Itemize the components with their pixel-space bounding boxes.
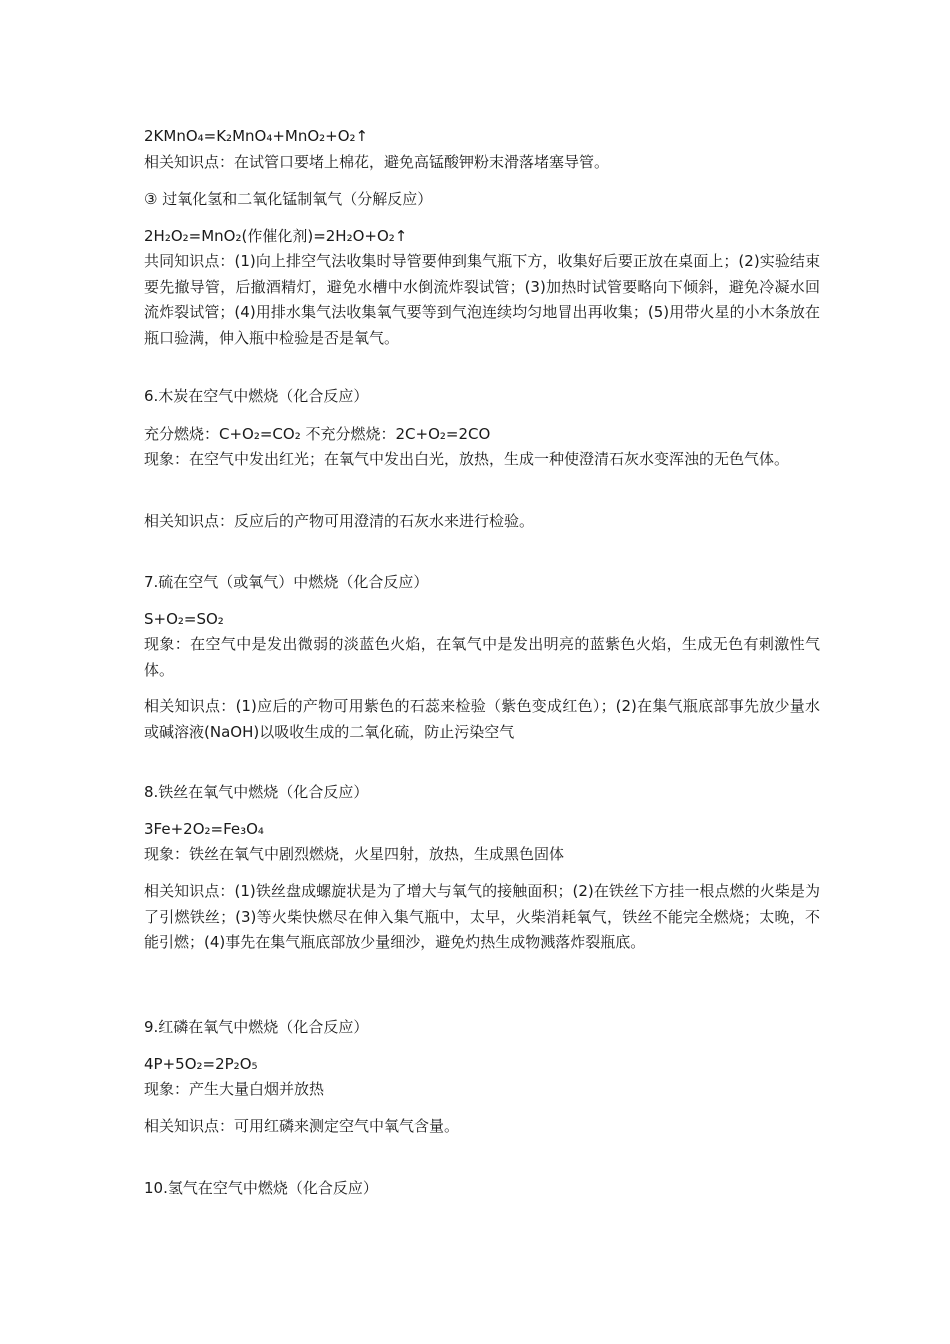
h2o2-heading: ③ 过氧化氢和二氧化锰制氧气（分解反应）	[144, 190, 433, 208]
section-7-equation: S+O₂=SO₂	[144, 610, 224, 628]
section-10-heading: 10.氢气在空气中燃烧（化合反应）	[144, 1179, 378, 1197]
section-8-phenomenon: 现象：铁丝在氧气中剧烈燃烧，火星四射，放热，生成黑色固体	[144, 845, 565, 863]
section-7-heading: 7.硫在空气（或氧气）中燃烧（化合反应）	[144, 573, 429, 591]
section-6-heading: 6.木炭在空气中燃烧（化合反应）	[144, 387, 369, 405]
section-8-knowledge: 相关知识点：(1)铁丝盘成螺旋状是为了增大与氧气的接触面积；(2)在铁丝下方挂一根点燃的火柴是为了引燃铁丝；(3)等火柴快燃尽在伸入集气瓶中，太早，火柴消耗氧气，铁丝不能完全燃烧；太晚，不能引燃；(4)事先在集气瓶底部放少量细沙，避免灼热生成物溅落炸裂瓶底。	[144, 882, 820, 951]
section-9-knowledge: 相关知识点：可用红磷来测定空气中氧气含量。	[144, 1117, 460, 1135]
section-7-knowledge: 相关知识点：(1)应后的产物可用紫色的石蕊来检验（紫色变成红色）；(2)在集气瓶底部事先放少量水或碱溶液(NaOH)以吸收生成的二氧化硫，防止污染空气	[144, 697, 820, 741]
kmno4-knowledge: 相关知识点：在试管口要堵上棉花，避免高锰酸钾粉末滑落堵塞导管。	[144, 153, 610, 171]
section-7-phenomenon: 现象：在空气中是发出微弱的淡蓝色火焰，在氧气中是发出明亮的蓝紫色火焰，生成无色有刺激性气体。	[144, 635, 820, 679]
section-6-equation: 充分燃烧：C+O₂=CO₂ 不充分燃烧：2C+O₂=2CO	[144, 425, 491, 443]
common-knowledge: 共同知识点：(1)向上排空气法收集时导管要伸到集气瓶下方，收集好后要正放在桌面上；(2)实验结束要先撤导管，后撤酒精灯，避免水槽中水倒流炸裂试管；(3)加热时试管要略向下倾斜，避免冷凝水回流炸裂试管；(4)用排水集气法收集氧气要等到气泡连续均匀地冒出再收集；(5)用带火星的小木条放在瓶口验满，伸入瓶中检验是否是氧气。	[144, 252, 820, 347]
kmno4-equation: 2KMnO₄=K₂MnO₄+MnO₂+O₂↑	[144, 127, 369, 145]
section-6-phenomenon: 现象：在空气中发出红光；在氧气中发出白光，放热，生成一种使澄清石灰水变浑浊的无色气体。	[144, 450, 790, 468]
section-8-equation: 3Fe+2O₂=Fe₃O₄	[144, 820, 264, 838]
h2o2-equation: 2H₂O₂=MnO₂(作催化剂)=2H₂O+O₂↑	[144, 227, 408, 245]
section-9-equation: 4P+5O₂=2P₂O₅	[144, 1055, 258, 1073]
section-9-heading: 9.红磷在氧气中燃烧（化合反应）	[144, 1018, 369, 1036]
section-6-knowledge: 相关知识点：反应后的产物可用澄清的石灰水来进行检验。	[144, 512, 535, 530]
section-9-phenomenon: 现象：产生大量白烟并放热	[144, 1080, 325, 1098]
section-8-heading: 8.铁丝在氧气中燃烧（化合反应）	[144, 783, 369, 801]
